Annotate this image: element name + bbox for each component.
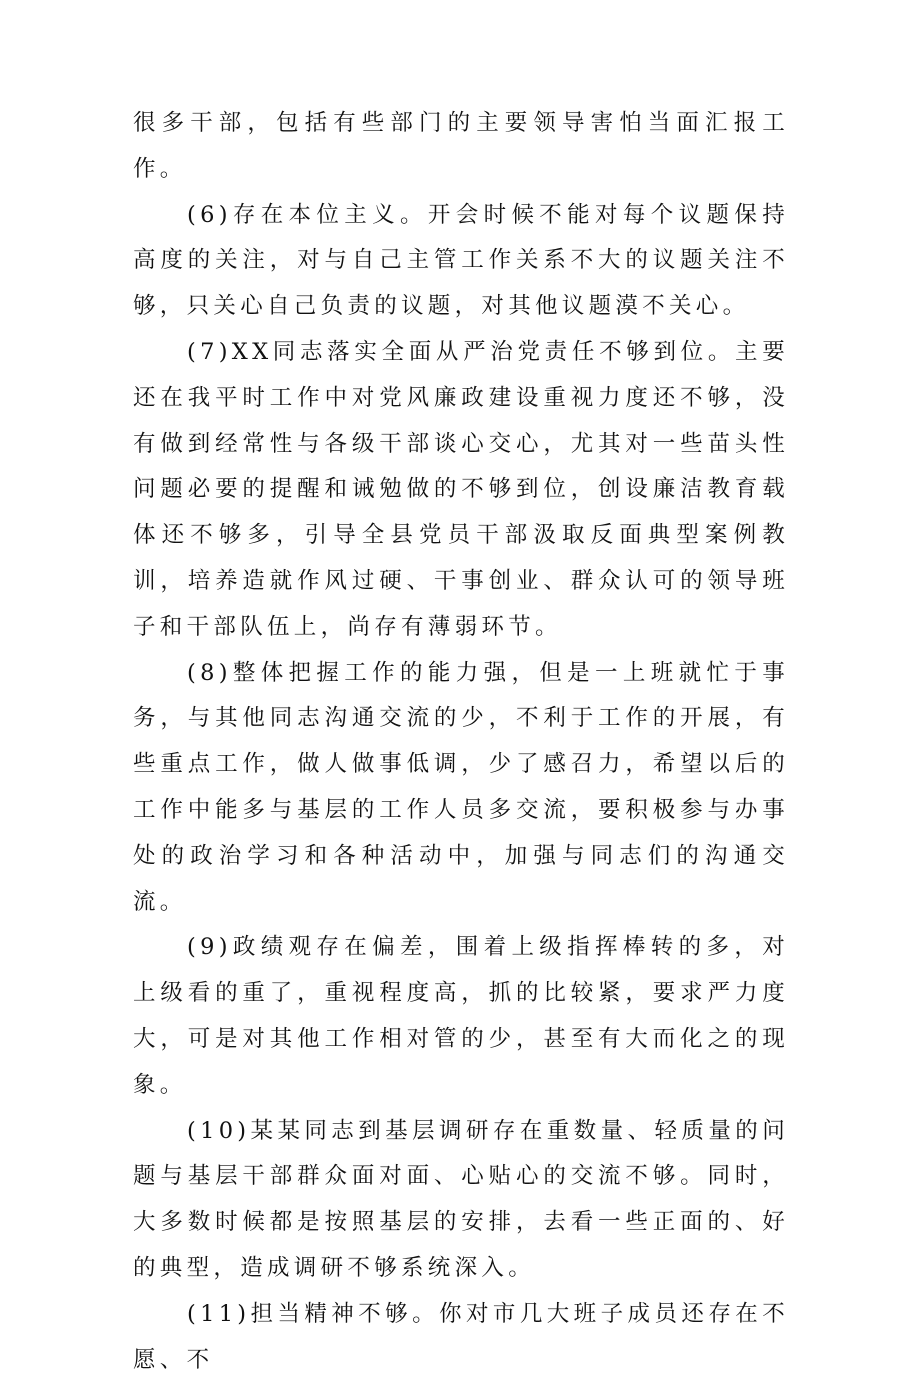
paragraph-item-7: (7)XX同志落实全面从严治党责任不够到位。主要还在我平时工作中对党风廉政建设重视力度还不够，没有做到经常性与各级干部谈心交心，尤其对一些苗头性问题必要的提醒和诫勉做的不够到位，创设廉洁教育载体还不够多，引导全县党员干部汲取反面典型案例教训，培养造就作风过硬、干事创业、群众认可的领导班子和干部队伍上，尚存有薄弱环节。 bbox=[133, 338, 789, 640]
paragraph-item-6: (6)存在本位主义。开会时候不能对每个议题保持高度的关注，对与自己主管工作关系不大的议题关注不够，只关心自己负责的议题，对其他议题漠不关心。 bbox=[133, 201, 789, 320]
paragraph-continuation: 很多干部，包括有些部门的主要领导害怕当面汇报工作。 bbox=[133, 110, 789, 182]
paragraph-item-11: (11)担当精神不够。你对市几大班子成员还存在不愿、不 bbox=[133, 1300, 789, 1373]
paragraph-item-10: (10)某某同志到基层调研存在重数量、轻质量的问题与基层干部群众面对面、心贴心的交流不够。同时，大多数时候都是按照基层的安排，去看一些正面的、好的典型，造成调研不够系统深入。 bbox=[133, 1117, 789, 1281]
paragraph-item-8: (8)整体把握工作的能力强，但是一上班就忙于事务，与其他同志沟通交流的少，不利于工作的开展，有些重点工作，做人做事低调，少了感召力，希望以后的工作中能多与基层的工作人员多交流，要积极参与办事处的政治学习和各种活动中，加强与同志们的沟通交流。 bbox=[133, 659, 789, 915]
paragraph-item-9: (9)政绩观存在偏差，围着上级指挥棒转的多，对上级看的重了，重视程度高，抓的比较紧，要求严力度大，可是对其他工作相对管的少，甚至有大而化之的现象。 bbox=[133, 934, 789, 1098]
document-body bbox=[133, 101, 789, 1383]
